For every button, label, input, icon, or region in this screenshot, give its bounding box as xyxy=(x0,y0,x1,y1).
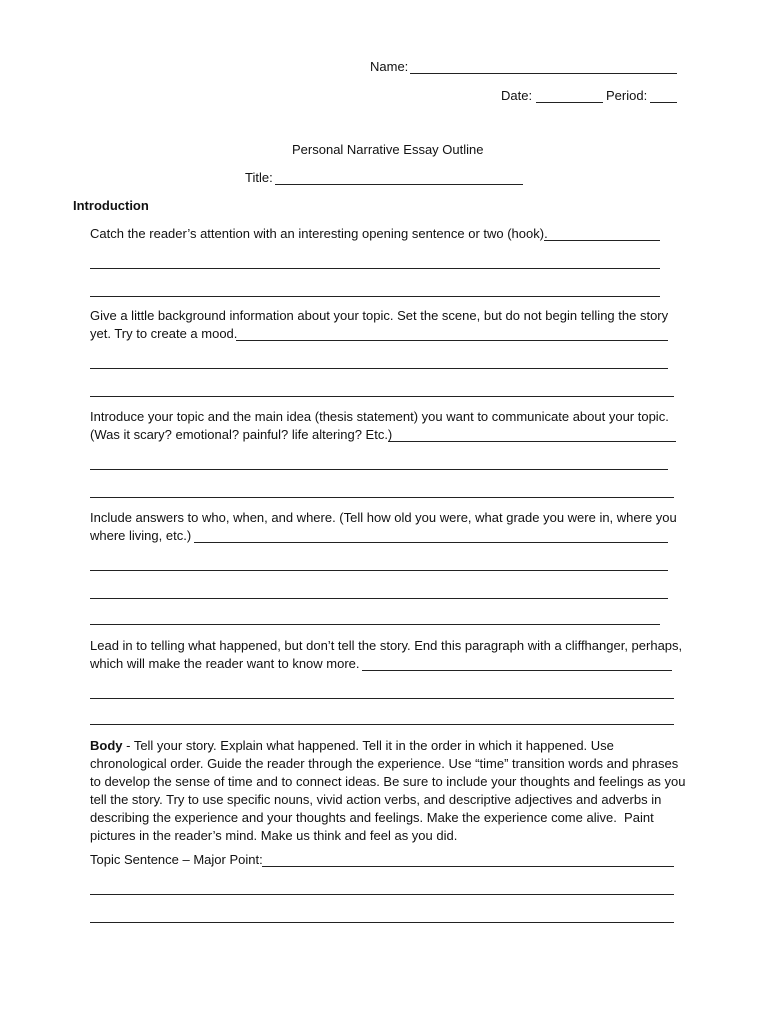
thesis-prompt-line-1: Introduce your topic and the main idea (thesis statement) you want to communicate about your topic. xyxy=(90,409,669,424)
topic-sentence-label: Topic Sentence – Major Point: xyxy=(90,852,267,867)
period-label: Period: xyxy=(606,88,651,103)
answer-line[interactable] xyxy=(90,894,674,895)
answer-line[interactable] xyxy=(90,469,668,470)
introduction-heading: Introduction xyxy=(73,198,149,213)
background-prompt-line-2: yet. Try to create a mood. xyxy=(90,326,238,341)
body-heading: Body xyxy=(90,738,123,753)
answer-line[interactable] xyxy=(90,396,674,397)
answer-line[interactable] xyxy=(90,724,674,725)
name-label: Name: xyxy=(370,59,412,74)
lead-in-prompt-line-1: Lead in to telling what happened, but don’t tell the story. End this paragraph with a cliffhanger, perhaps, xyxy=(90,638,683,653)
answer-line[interactable] xyxy=(90,598,668,599)
background-inline-answer-line[interactable] xyxy=(236,340,668,341)
answer-line[interactable] xyxy=(90,922,674,923)
answer-line[interactable] xyxy=(90,268,660,269)
body-instructions-line: chronological order. Guide the reader through the experience. Use “time” transition words and phrases xyxy=(90,756,679,771)
date-field[interactable] xyxy=(536,102,603,103)
hook-prompt: Catch the reader’s attention with an interesting opening sentence or two (hook). xyxy=(90,226,548,241)
background-prompt-line-1: Give a little background information about your topic. Set the scene, but do not begin telling the story xyxy=(90,308,669,323)
answer-line[interactable] xyxy=(90,624,660,625)
lead-in-prompt-line-2: which will make the reader want to know more. xyxy=(90,656,364,671)
body-instructions-line: pictures in the reader’s mind. Make us think and feel as you did. xyxy=(90,828,458,843)
answer-line[interactable] xyxy=(90,570,668,571)
thesis-prompt-line-2: (Was it scary? emotional? painful? life altering? Etc.) xyxy=(90,427,396,442)
worksheet-title: Personal Narrative Essay Outline xyxy=(292,142,484,157)
answer-line[interactable] xyxy=(90,368,668,369)
body-lead-text: - Tell your story. Explain what happened. Tell it in the order in which it happened. Use xyxy=(122,738,614,753)
answer-line[interactable] xyxy=(90,698,674,699)
period-field[interactable] xyxy=(650,102,677,103)
answer-line[interactable] xyxy=(90,296,660,297)
essay-title-field[interactable] xyxy=(275,184,523,185)
topic-sentence-field[interactable] xyxy=(262,866,674,867)
name-field[interactable] xyxy=(410,73,677,74)
body-instructions-line: tell the story. Try to use specific nouns, vivid action verbs, and descriptive adjectives and adverbs in xyxy=(90,792,662,807)
setting-prompt-line-1: Include answers to who, when, and where. (Tell how old you were, what grade you were in, where you xyxy=(90,510,677,525)
body-instructions-line: to develop the sense of time and to connect ideas. Be sure to include your thoughts and feelings as you xyxy=(90,774,686,789)
setting-prompt-line-2: where living, etc.) xyxy=(90,528,195,543)
essay-title-label: Title: xyxy=(245,170,277,185)
setting-inline-answer-line[interactable] xyxy=(194,542,668,543)
body-instructions-line: describing the experience and your thoughts and feelings. Make the experience come alive. Paint xyxy=(90,810,654,825)
answer-line[interactable] xyxy=(90,497,674,498)
body-instructions-line-1 xyxy=(90,737,614,754)
hook-inline-answer-line[interactable] xyxy=(544,240,660,241)
date-label: Date: xyxy=(501,88,536,103)
thesis-inline-answer-line[interactable] xyxy=(388,441,676,442)
lead-in-inline-answer-line[interactable] xyxy=(362,670,672,671)
